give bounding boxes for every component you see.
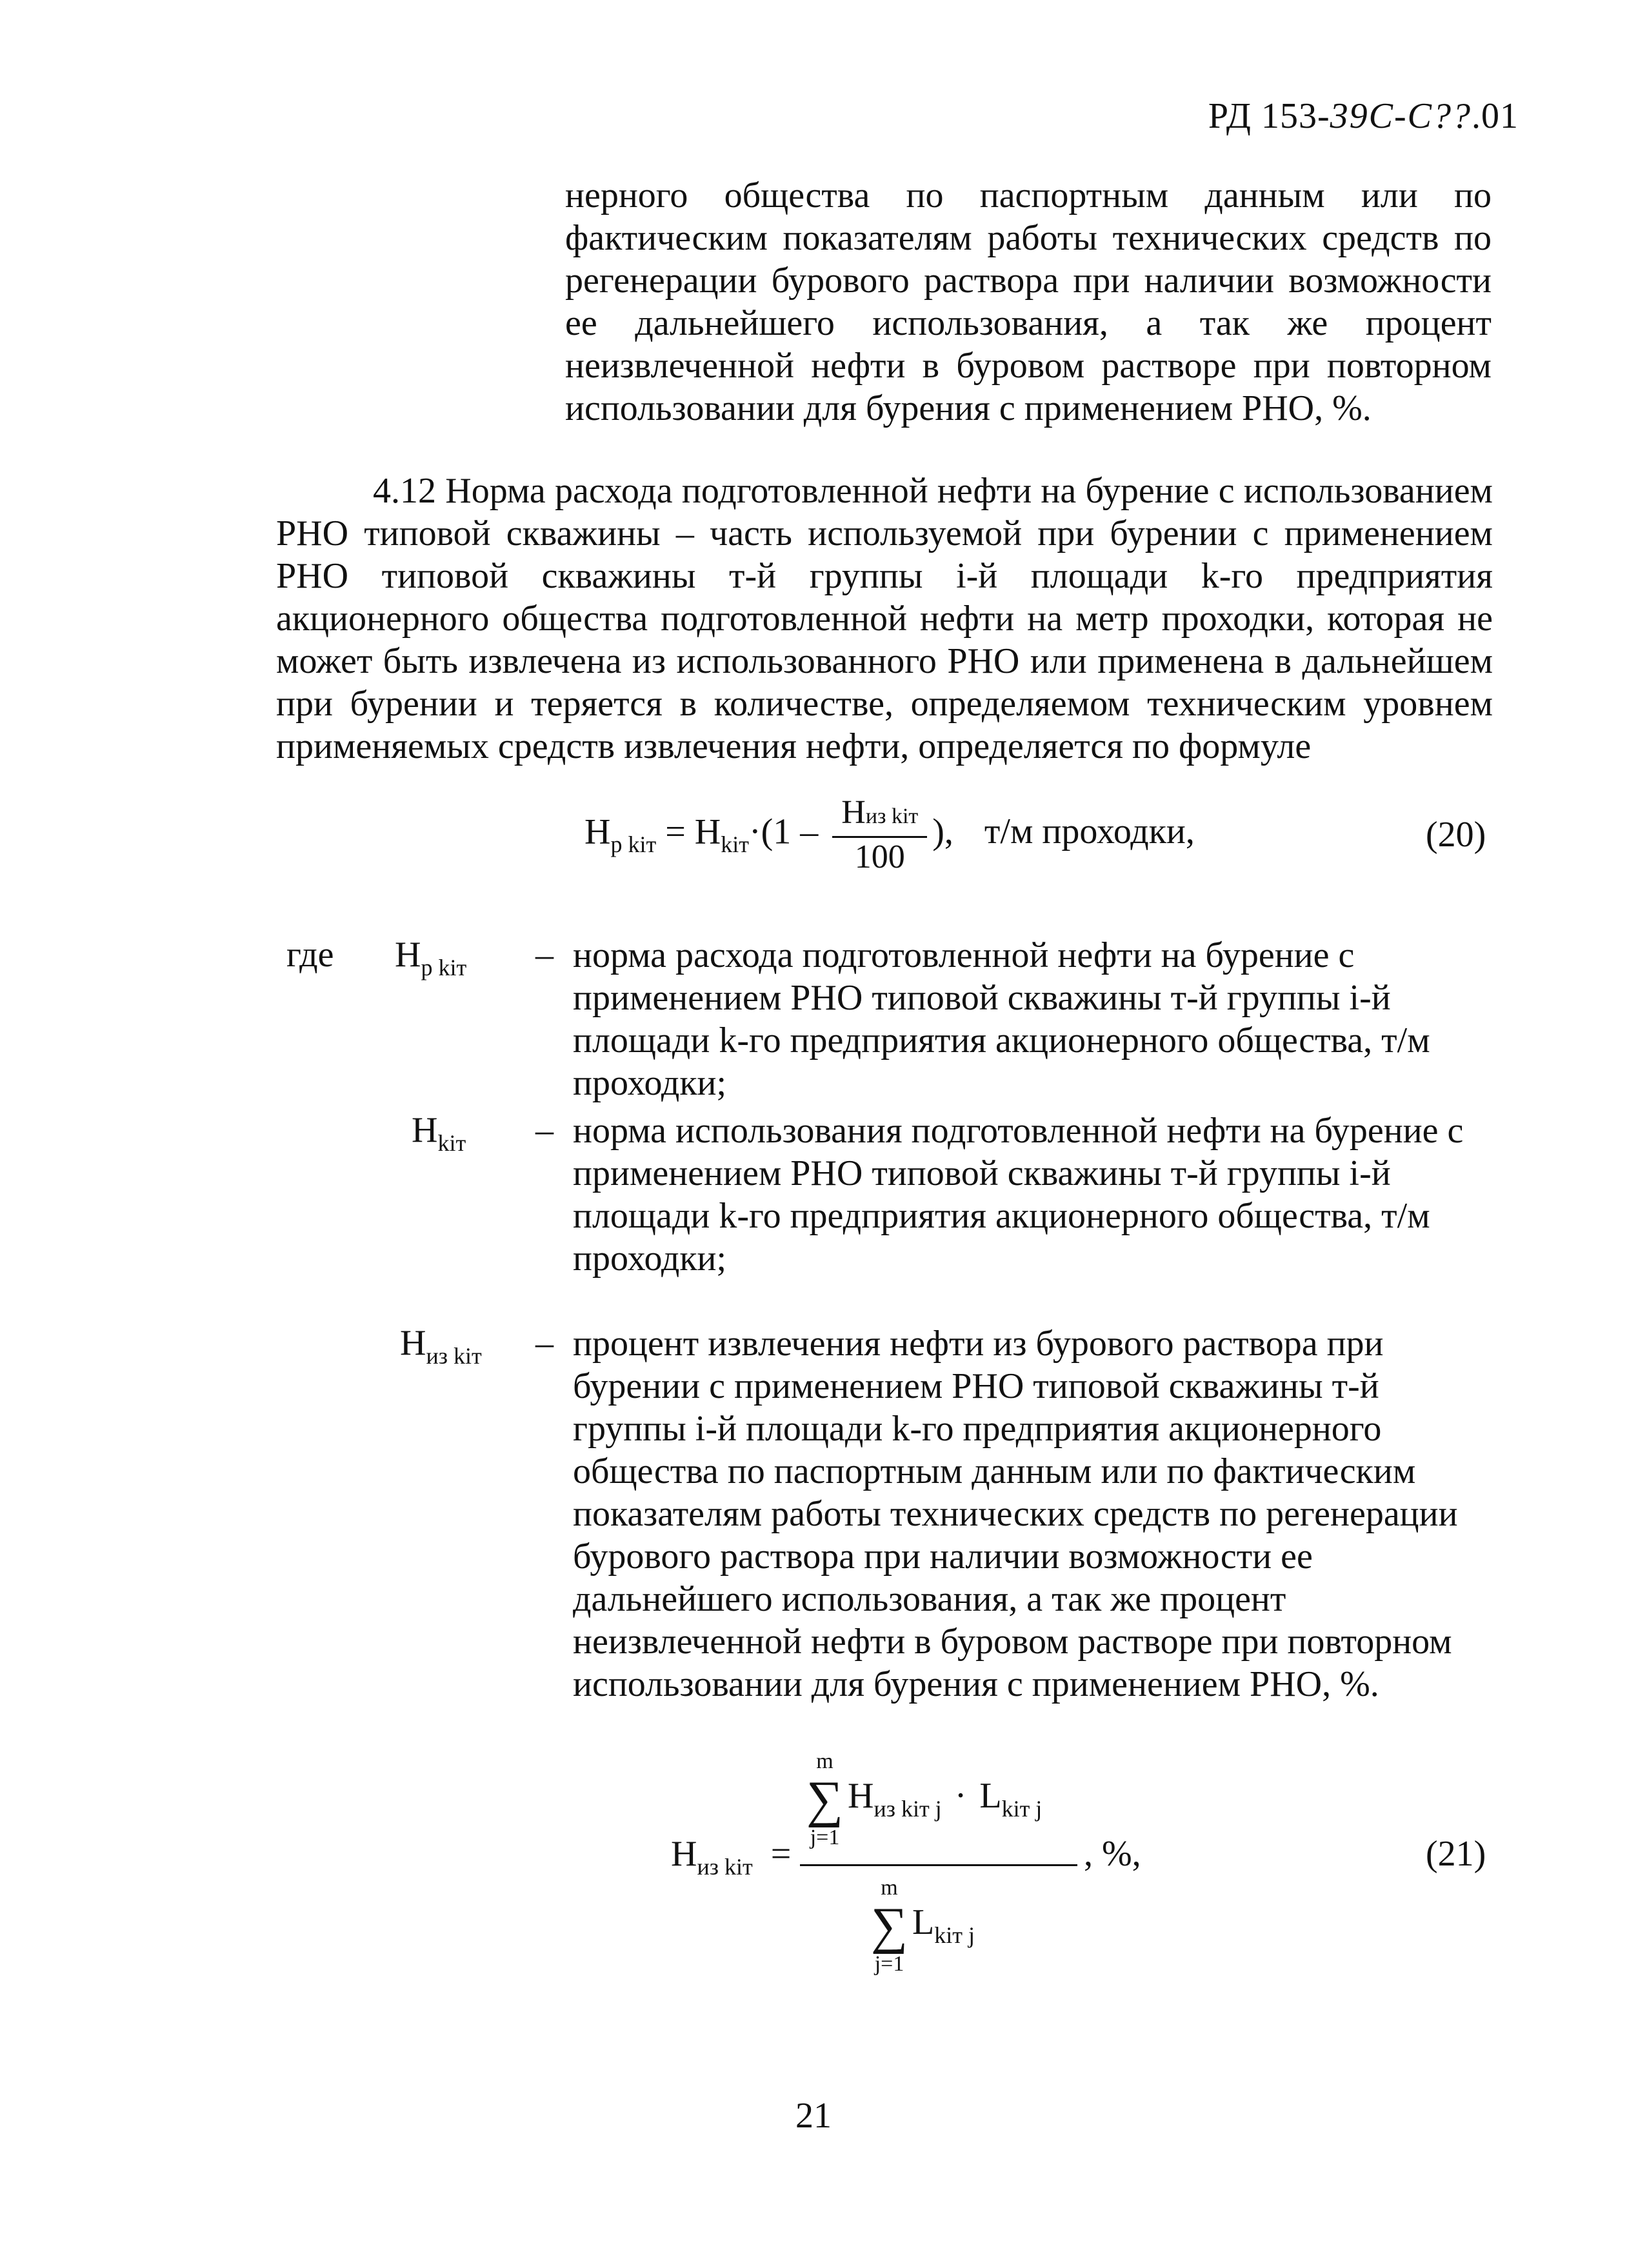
f20-num-main: Н — [841, 794, 866, 831]
formula-21 — [671, 1749, 1252, 2020]
f20-denominator: 100 — [854, 839, 905, 875]
f21-num-upper: m — [816, 1749, 833, 1773]
f21-den-lower: j=1 — [874, 1952, 904, 1976]
def-dash-2: – — [535, 1110, 554, 1150]
f20-numerator — [832, 793, 927, 838]
f21-unit: , %, — [1084, 1834, 1141, 1874]
def-symbol-hiz: $Н_{из kiт}$ — [400, 1323, 482, 1369]
f21-lhs: $Н_{из kiт}$ = — [671, 1834, 792, 1880]
f21-denominator-terms: $L_{kiт j}$ — [912, 1902, 975, 1948]
page-number: 21 — [795, 2096, 832, 2136]
formula-20 — [584, 793, 1230, 890]
def-symbol-h: $Н_{kiт}$ — [412, 1110, 466, 1156]
sigma-icon: ∑ — [806, 1771, 844, 1828]
f20-close: ), — [932, 811, 953, 852]
document-code — [1208, 95, 1519, 137]
f20-lhs: Н — [584, 811, 611, 852]
f20-h-sub: kiт — [721, 831, 749, 858]
def-dash-1: – — [535, 935, 554, 975]
formula-20-number: (20) — [1426, 815, 1486, 855]
def-symbol-hp: $Н_{р kiт}$ — [395, 935, 467, 980]
f21-num-lower: j=1 — [810, 1825, 840, 1849]
intro-paragraph: нерного общества по паспортным данным или по фактическим показателям работы технических средств по регенерации бурового раствора при наличии возможности ее дальнейшего использования, а так же процент неизвлеченной нефти в буровом растворе при повторном использовании для бурения с применением РНО, %. — [565, 175, 1492, 428]
f20-num-sub: из kiт — [865, 804, 919, 828]
def-text-hiz: процент извлечения нефти из бурового раствора при бурении с применением РНО типовой скважины т-й группы i-й площади k-го предприятия акционерного общества по паспортным данным или по фактическим показателям работы технических средств по регенерации бурового раствора при наличии возможности ее дальнейшего использования, а так же процент неизвлеченной нефти в буровом растворе при повторном использовании для бурения с применением РНО, %. — [573, 1324, 1458, 1704]
f20-eq: = — [656, 811, 695, 852]
f20-unit: т/м проходки, — [984, 811, 1195, 852]
def-dash-3: – — [535, 1323, 554, 1363]
doc-code-handwritten: 39С-С?? — [1330, 96, 1472, 136]
f21-denominator-sum — [871, 1876, 908, 1976]
f20-lhs-sub: р kiт — [610, 831, 657, 858]
formula-21-number: (21) — [1426, 1834, 1486, 1874]
def-text-h: норма использования подготовленной нефти на бурение с применением РНО типовой скважины т-й группы i-й площади k-го предприятия акционерного общества, т/м проходки; — [573, 1111, 1464, 1278]
f21-fraction-bar — [800, 1864, 1077, 1866]
f21-den-upper: m — [881, 1876, 898, 1900]
f20-fraction — [832, 793, 927, 877]
f21-numerator-sum — [806, 1749, 843, 1850]
sigma-icon: ∑ — [871, 1898, 908, 1955]
section-4-12-paragraph: 4.12 Норма расхода подготовленной нефти на бурение с использованием РНО типовой скважины – часть используемой при бурении с применением РНО типовой скважины т-й группы i-й площади k-го предприятия акционерного общества подготовленной нефти на метр проходки, которая не может быть извлечена из использованного РНО или применена в дальнейшем при бурении и теряется в количестве, определяемом техническим уровнем применяемых средств извлечения нефти, определяется по формуле — [276, 471, 1493, 766]
doc-code-suffix: .01 — [1472, 96, 1519, 136]
def-text-hp: норма расхода подготовленной нефти на бурение с применением РНО типовой скважины т-й группы i-й площади k-го предприятия акционерного общества, т/м проходки; — [573, 935, 1430, 1103]
f21-numerator-terms: $Н_{из kiт j} \cdot L_{kiт j}$ — [848, 1776, 1043, 1822]
doc-code-prefix: РД 153- — [1208, 96, 1330, 136]
f20-h: Н — [694, 811, 721, 852]
where-label: где — [286, 935, 334, 975]
f20-mid: ·(1 – — [748, 811, 819, 852]
